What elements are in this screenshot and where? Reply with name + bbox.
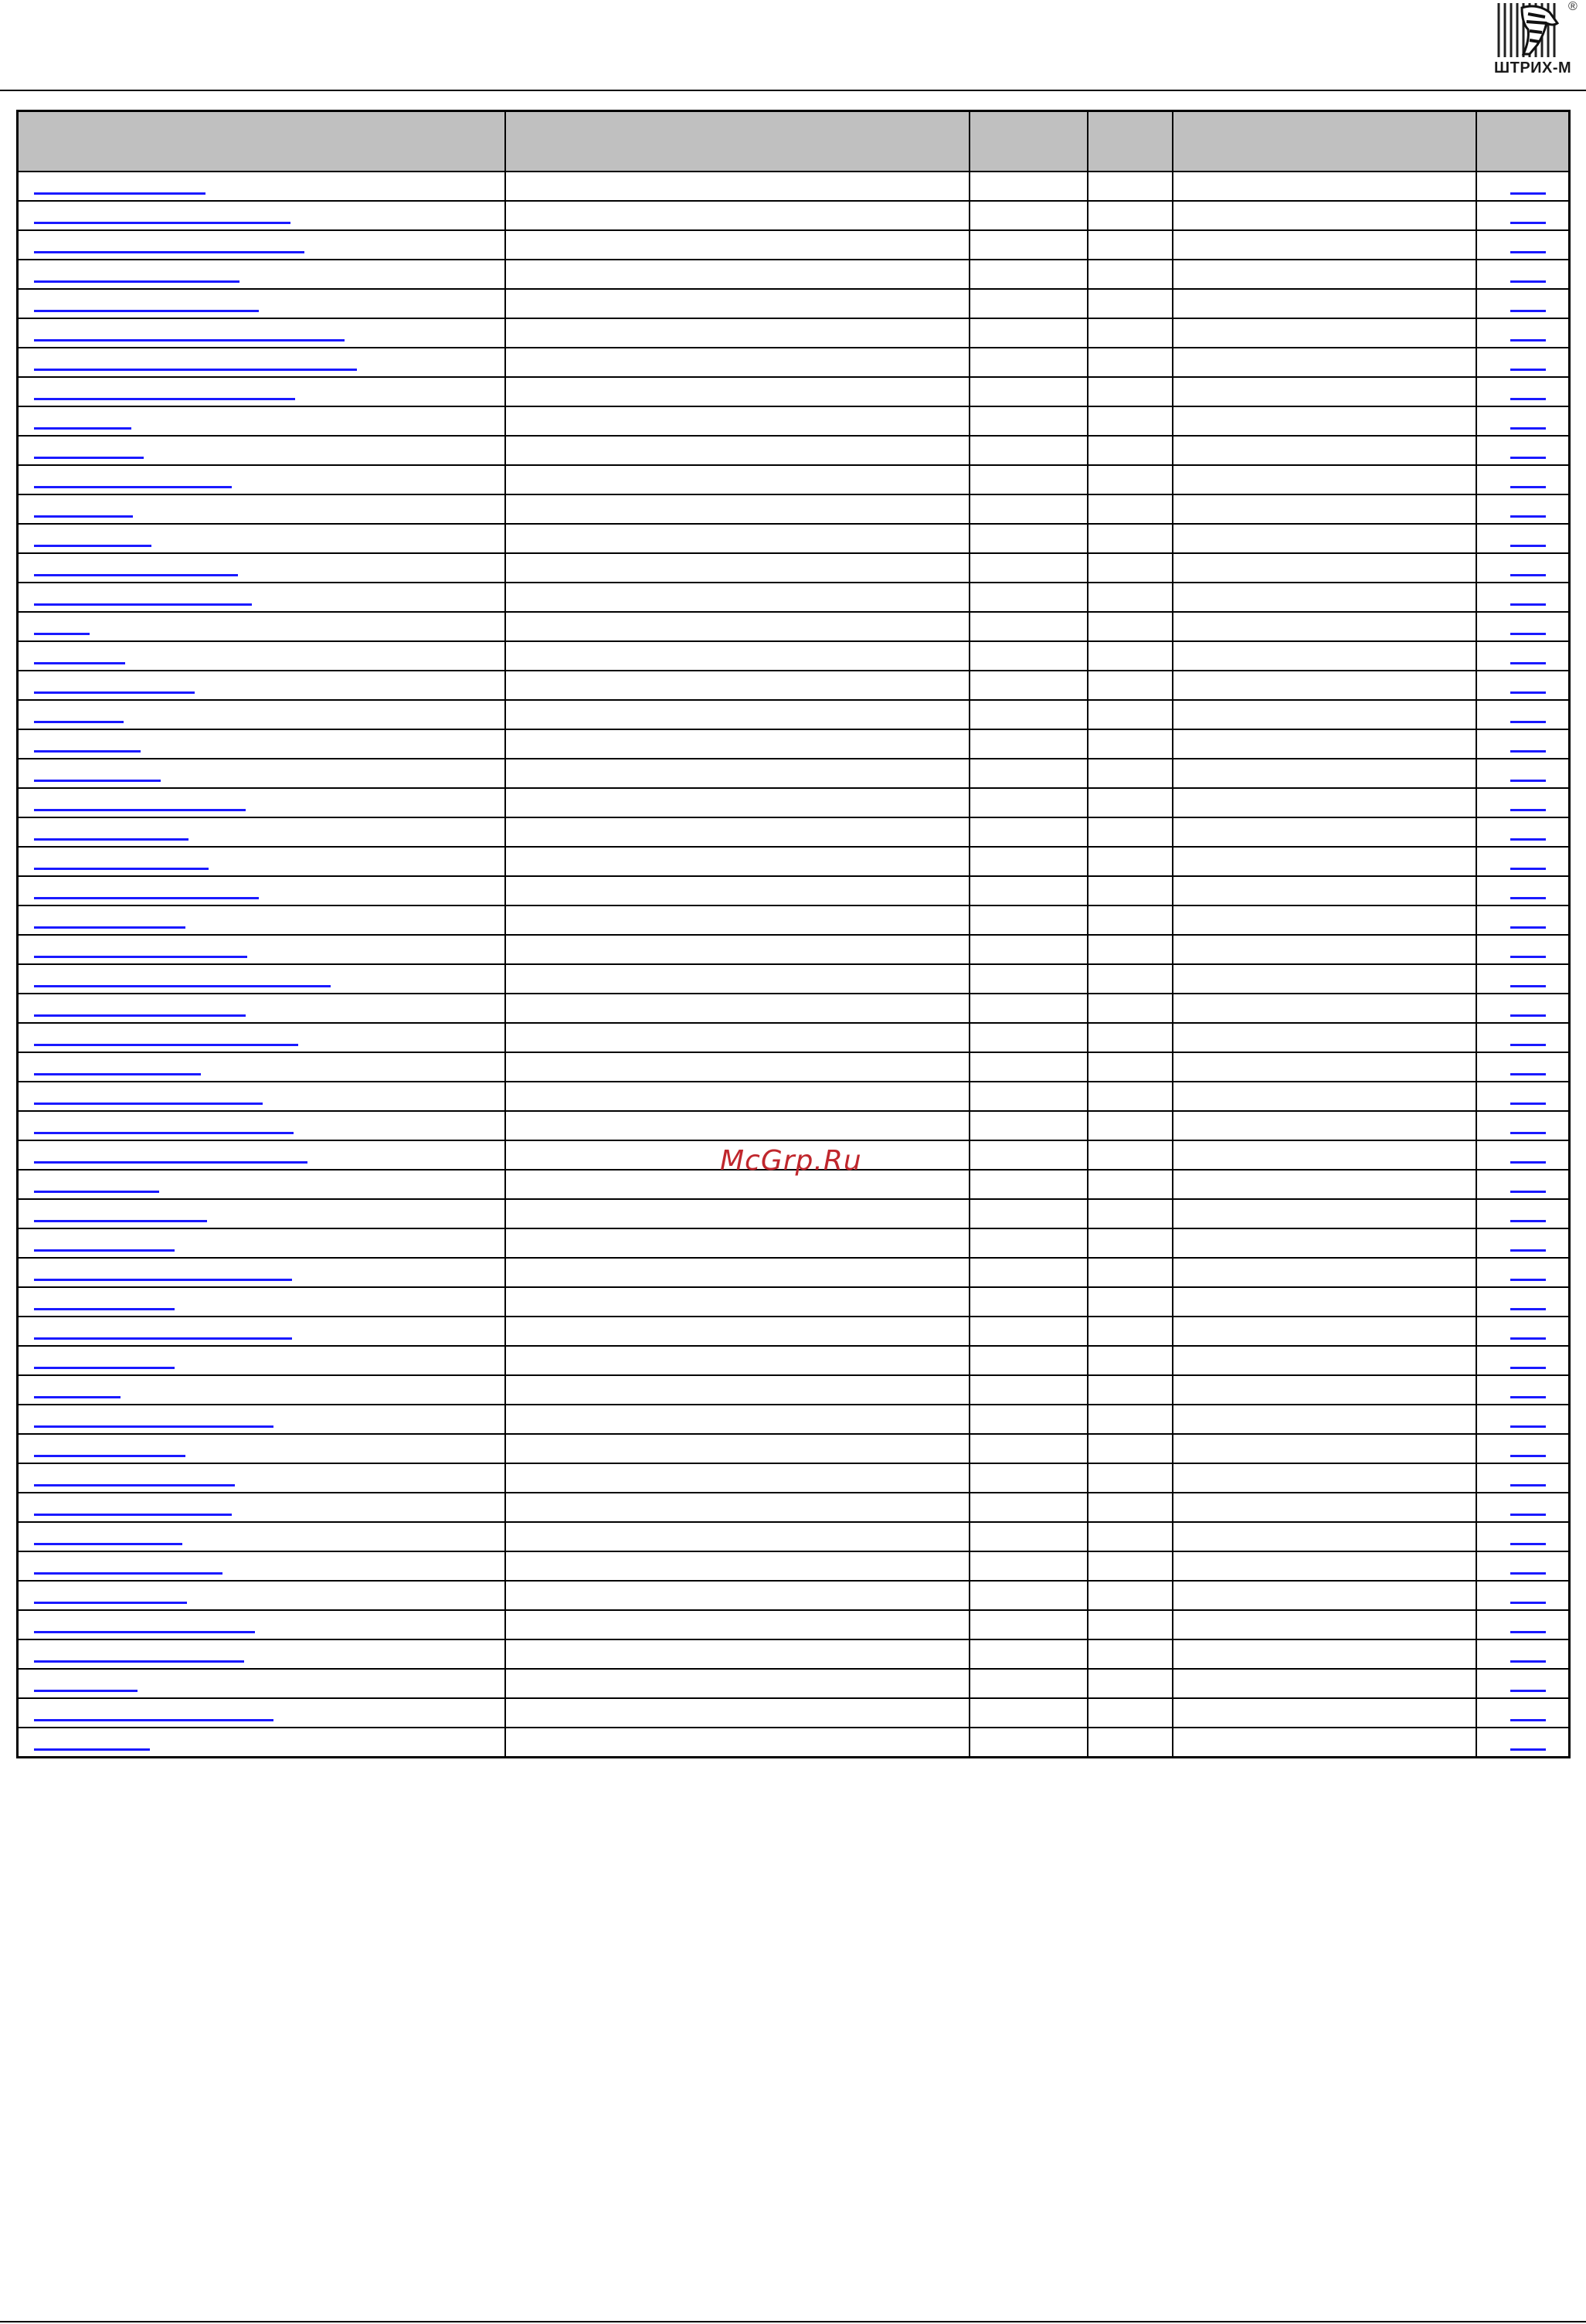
page-link[interactable] bbox=[1510, 1514, 1546, 1516]
toc-link[interactable] bbox=[34, 1514, 232, 1516]
page-link[interactable] bbox=[1510, 222, 1546, 224]
page-link[interactable] bbox=[1510, 1337, 1546, 1340]
toc-link[interactable] bbox=[34, 691, 195, 694]
page-link[interactable] bbox=[1510, 1014, 1546, 1017]
table-row bbox=[18, 1493, 1570, 1522]
table-row bbox=[18, 1639, 1570, 1669]
toc-link[interactable] bbox=[34, 1719, 273, 1721]
table-row bbox=[18, 759, 1570, 788]
header-cell-page bbox=[1476, 111, 1570, 172]
table-row bbox=[18, 1082, 1570, 1111]
table-row bbox=[18, 671, 1570, 700]
page-link[interactable] bbox=[1510, 1602, 1546, 1604]
table-row bbox=[18, 1405, 1570, 1434]
toc-link[interactable] bbox=[34, 750, 141, 753]
table-row bbox=[18, 524, 1570, 553]
table-body bbox=[18, 172, 1570, 1758]
toc-link[interactable] bbox=[34, 603, 252, 606]
page-link[interactable] bbox=[1510, 574, 1546, 576]
toc-link[interactable] bbox=[34, 809, 246, 811]
table-row bbox=[18, 583, 1570, 612]
table-row bbox=[18, 230, 1570, 260]
page-link[interactable] bbox=[1510, 339, 1546, 341]
toc-link[interactable] bbox=[34, 369, 357, 371]
toc-link[interactable] bbox=[34, 1690, 138, 1692]
table-row bbox=[18, 377, 1570, 406]
page-link[interactable] bbox=[1510, 633, 1546, 635]
page-link[interactable] bbox=[1510, 1425, 1546, 1428]
table-row bbox=[18, 935, 1570, 964]
table-row bbox=[18, 1346, 1570, 1375]
toc-link[interactable] bbox=[34, 1602, 187, 1604]
page-link[interactable] bbox=[1510, 985, 1546, 987]
toc-link[interactable] bbox=[34, 280, 239, 283]
page-link[interactable] bbox=[1510, 662, 1546, 664]
table-row bbox=[18, 172, 1570, 201]
toc-link[interactable] bbox=[34, 1103, 263, 1105]
table-row bbox=[18, 817, 1570, 847]
page-link[interactable] bbox=[1510, 457, 1546, 459]
toc-link[interactable] bbox=[34, 1572, 222, 1575]
page-link[interactable] bbox=[1510, 1249, 1546, 1252]
page-link[interactable] bbox=[1510, 398, 1546, 400]
toc-link[interactable] bbox=[34, 192, 205, 195]
page-link[interactable] bbox=[1510, 486, 1546, 488]
page-link[interactable] bbox=[1510, 838, 1546, 841]
watermark-text: McGrp.Ru bbox=[720, 1145, 862, 1177]
page-link[interactable] bbox=[1510, 1367, 1546, 1369]
table-row bbox=[18, 641, 1570, 671]
header-cell-col5 bbox=[1173, 111, 1476, 172]
table-row bbox=[18, 700, 1570, 729]
toc-link[interactable] bbox=[34, 1631, 255, 1633]
toc-link[interactable] bbox=[34, 1543, 182, 1545]
table-row bbox=[18, 612, 1570, 641]
toc-link[interactable] bbox=[34, 1425, 273, 1428]
page-link[interactable] bbox=[1510, 1455, 1546, 1457]
toc-link[interactable] bbox=[34, 956, 247, 958]
header-cell-description bbox=[505, 111, 970, 172]
header-cell-col3 bbox=[970, 111, 1088, 172]
toc-link[interactable] bbox=[34, 574, 238, 576]
table-row bbox=[18, 1023, 1570, 1052]
page-link[interactable] bbox=[1510, 192, 1546, 195]
toc-link[interactable] bbox=[34, 1748, 150, 1751]
page-link[interactable] bbox=[1510, 545, 1546, 547]
toc-link[interactable] bbox=[34, 427, 131, 430]
header-divider bbox=[0, 90, 1586, 91]
table-row bbox=[18, 1434, 1570, 1463]
footer-divider bbox=[0, 2321, 1586, 2322]
table-row bbox=[18, 1610, 1570, 1639]
registered-mark: ® bbox=[1568, 0, 1578, 13]
toc-link[interactable] bbox=[34, 1191, 159, 1193]
table-row bbox=[18, 1228, 1570, 1258]
page-link[interactable] bbox=[1510, 780, 1546, 782]
page-link[interactable] bbox=[1510, 1103, 1546, 1105]
table-row bbox=[18, 1199, 1570, 1228]
table-row bbox=[18, 1669, 1570, 1698]
table-row bbox=[18, 876, 1570, 905]
page-link[interactable] bbox=[1510, 809, 1546, 811]
table-row bbox=[18, 1258, 1570, 1287]
toc-link[interactable] bbox=[34, 1279, 292, 1281]
page-link[interactable] bbox=[1510, 1191, 1546, 1193]
page-link[interactable] bbox=[1510, 1279, 1546, 1281]
table-row bbox=[18, 553, 1570, 583]
page-link[interactable] bbox=[1510, 427, 1546, 430]
toc-link[interactable] bbox=[34, 1337, 292, 1340]
toc-link[interactable] bbox=[34, 633, 90, 635]
toc-link[interactable] bbox=[34, 1396, 121, 1398]
page-link[interactable] bbox=[1510, 1132, 1546, 1134]
toc-link[interactable] bbox=[34, 1044, 298, 1046]
page-link[interactable] bbox=[1510, 603, 1546, 606]
page-link[interactable] bbox=[1510, 868, 1546, 870]
table-row bbox=[18, 1111, 1570, 1140]
toc-link[interactable] bbox=[34, 897, 259, 899]
page-link[interactable] bbox=[1510, 1631, 1546, 1633]
toc-link[interactable] bbox=[34, 1132, 294, 1134]
page-link[interactable] bbox=[1510, 1484, 1546, 1486]
table-row bbox=[18, 1463, 1570, 1493]
toc-link[interactable] bbox=[34, 457, 144, 459]
table-row bbox=[18, 201, 1570, 230]
header-cell-title bbox=[18, 111, 505, 172]
table-row bbox=[18, 436, 1570, 465]
toc-link[interactable] bbox=[34, 515, 133, 518]
table-row bbox=[18, 1375, 1570, 1405]
page-link[interactable] bbox=[1510, 750, 1546, 753]
toc-link[interactable] bbox=[34, 985, 331, 987]
logo-text: ШТРИХ-М bbox=[1494, 59, 1572, 76]
header-cell-col4 bbox=[1088, 111, 1173, 172]
toc-link[interactable] bbox=[34, 662, 125, 664]
page-link[interactable] bbox=[1510, 1308, 1546, 1310]
page-link[interactable] bbox=[1510, 1748, 1546, 1751]
toc-link[interactable] bbox=[34, 251, 304, 253]
table-row bbox=[18, 318, 1570, 348]
page-link[interactable] bbox=[1510, 1719, 1546, 1721]
toc-link[interactable] bbox=[34, 926, 185, 929]
page-link[interactable] bbox=[1510, 1572, 1546, 1575]
table-row bbox=[18, 1317, 1570, 1346]
page-link[interactable] bbox=[1510, 369, 1546, 371]
page-link[interactable] bbox=[1510, 1044, 1546, 1046]
toc-link[interactable] bbox=[34, 1220, 207, 1222]
toc-link[interactable] bbox=[34, 1161, 307, 1164]
toc-link[interactable] bbox=[34, 1073, 201, 1075]
page-link[interactable] bbox=[1510, 1220, 1546, 1222]
table-row bbox=[18, 788, 1570, 817]
table-row bbox=[18, 494, 1570, 524]
table-header-row bbox=[18, 111, 1570, 172]
table-row bbox=[18, 847, 1570, 876]
toc-link[interactable] bbox=[34, 721, 124, 723]
table-row bbox=[18, 994, 1570, 1023]
page-link[interactable] bbox=[1510, 1073, 1546, 1075]
table-row bbox=[18, 905, 1570, 935]
toc-link[interactable] bbox=[34, 1014, 246, 1017]
toc-link[interactable] bbox=[34, 222, 290, 224]
table-row bbox=[18, 1581, 1570, 1610]
table-row bbox=[18, 1551, 1570, 1581]
table-row bbox=[18, 729, 1570, 759]
toc-link[interactable] bbox=[34, 398, 295, 400]
table-row bbox=[18, 1522, 1570, 1551]
toc-link[interactable] bbox=[34, 339, 345, 341]
page-link[interactable] bbox=[1510, 515, 1546, 518]
page-link[interactable] bbox=[1510, 1396, 1546, 1398]
toc-link[interactable] bbox=[34, 1367, 175, 1369]
table-row bbox=[18, 289, 1570, 318]
toc-link[interactable] bbox=[34, 1455, 185, 1457]
page-link[interactable] bbox=[1510, 1543, 1546, 1545]
toc-link[interactable] bbox=[34, 780, 161, 782]
toc-link[interactable] bbox=[34, 868, 209, 870]
page-link[interactable] bbox=[1510, 926, 1546, 929]
page-link[interactable] bbox=[1510, 1161, 1546, 1164]
toc-link[interactable] bbox=[34, 545, 151, 547]
toc-link[interactable] bbox=[34, 838, 188, 841]
page-link[interactable] bbox=[1510, 1690, 1546, 1692]
contents-table bbox=[16, 110, 1571, 1758]
page-link[interactable] bbox=[1510, 956, 1546, 958]
page-link[interactable] bbox=[1510, 897, 1546, 899]
toc-link[interactable] bbox=[34, 1484, 235, 1486]
table-row bbox=[18, 465, 1570, 494]
table-row bbox=[18, 348, 1570, 377]
toc-link[interactable] bbox=[34, 486, 232, 488]
table-row bbox=[18, 1052, 1570, 1082]
table-row bbox=[18, 260, 1570, 289]
table-row bbox=[18, 1287, 1570, 1317]
table-row bbox=[18, 1728, 1570, 1758]
page-link[interactable] bbox=[1510, 310, 1546, 312]
page-link[interactable] bbox=[1510, 251, 1546, 253]
page-link[interactable] bbox=[1510, 1660, 1546, 1663]
page-link[interactable] bbox=[1510, 721, 1546, 723]
table-row bbox=[18, 406, 1570, 436]
toc-link[interactable] bbox=[34, 310, 259, 312]
toc-link[interactable] bbox=[34, 1660, 244, 1663]
toc-link[interactable] bbox=[34, 1308, 175, 1310]
table-row bbox=[18, 964, 1570, 994]
toc-link[interactable] bbox=[34, 1249, 175, 1252]
page-link[interactable] bbox=[1510, 280, 1546, 283]
table-row bbox=[18, 1698, 1570, 1728]
page-link[interactable] bbox=[1510, 691, 1546, 694]
